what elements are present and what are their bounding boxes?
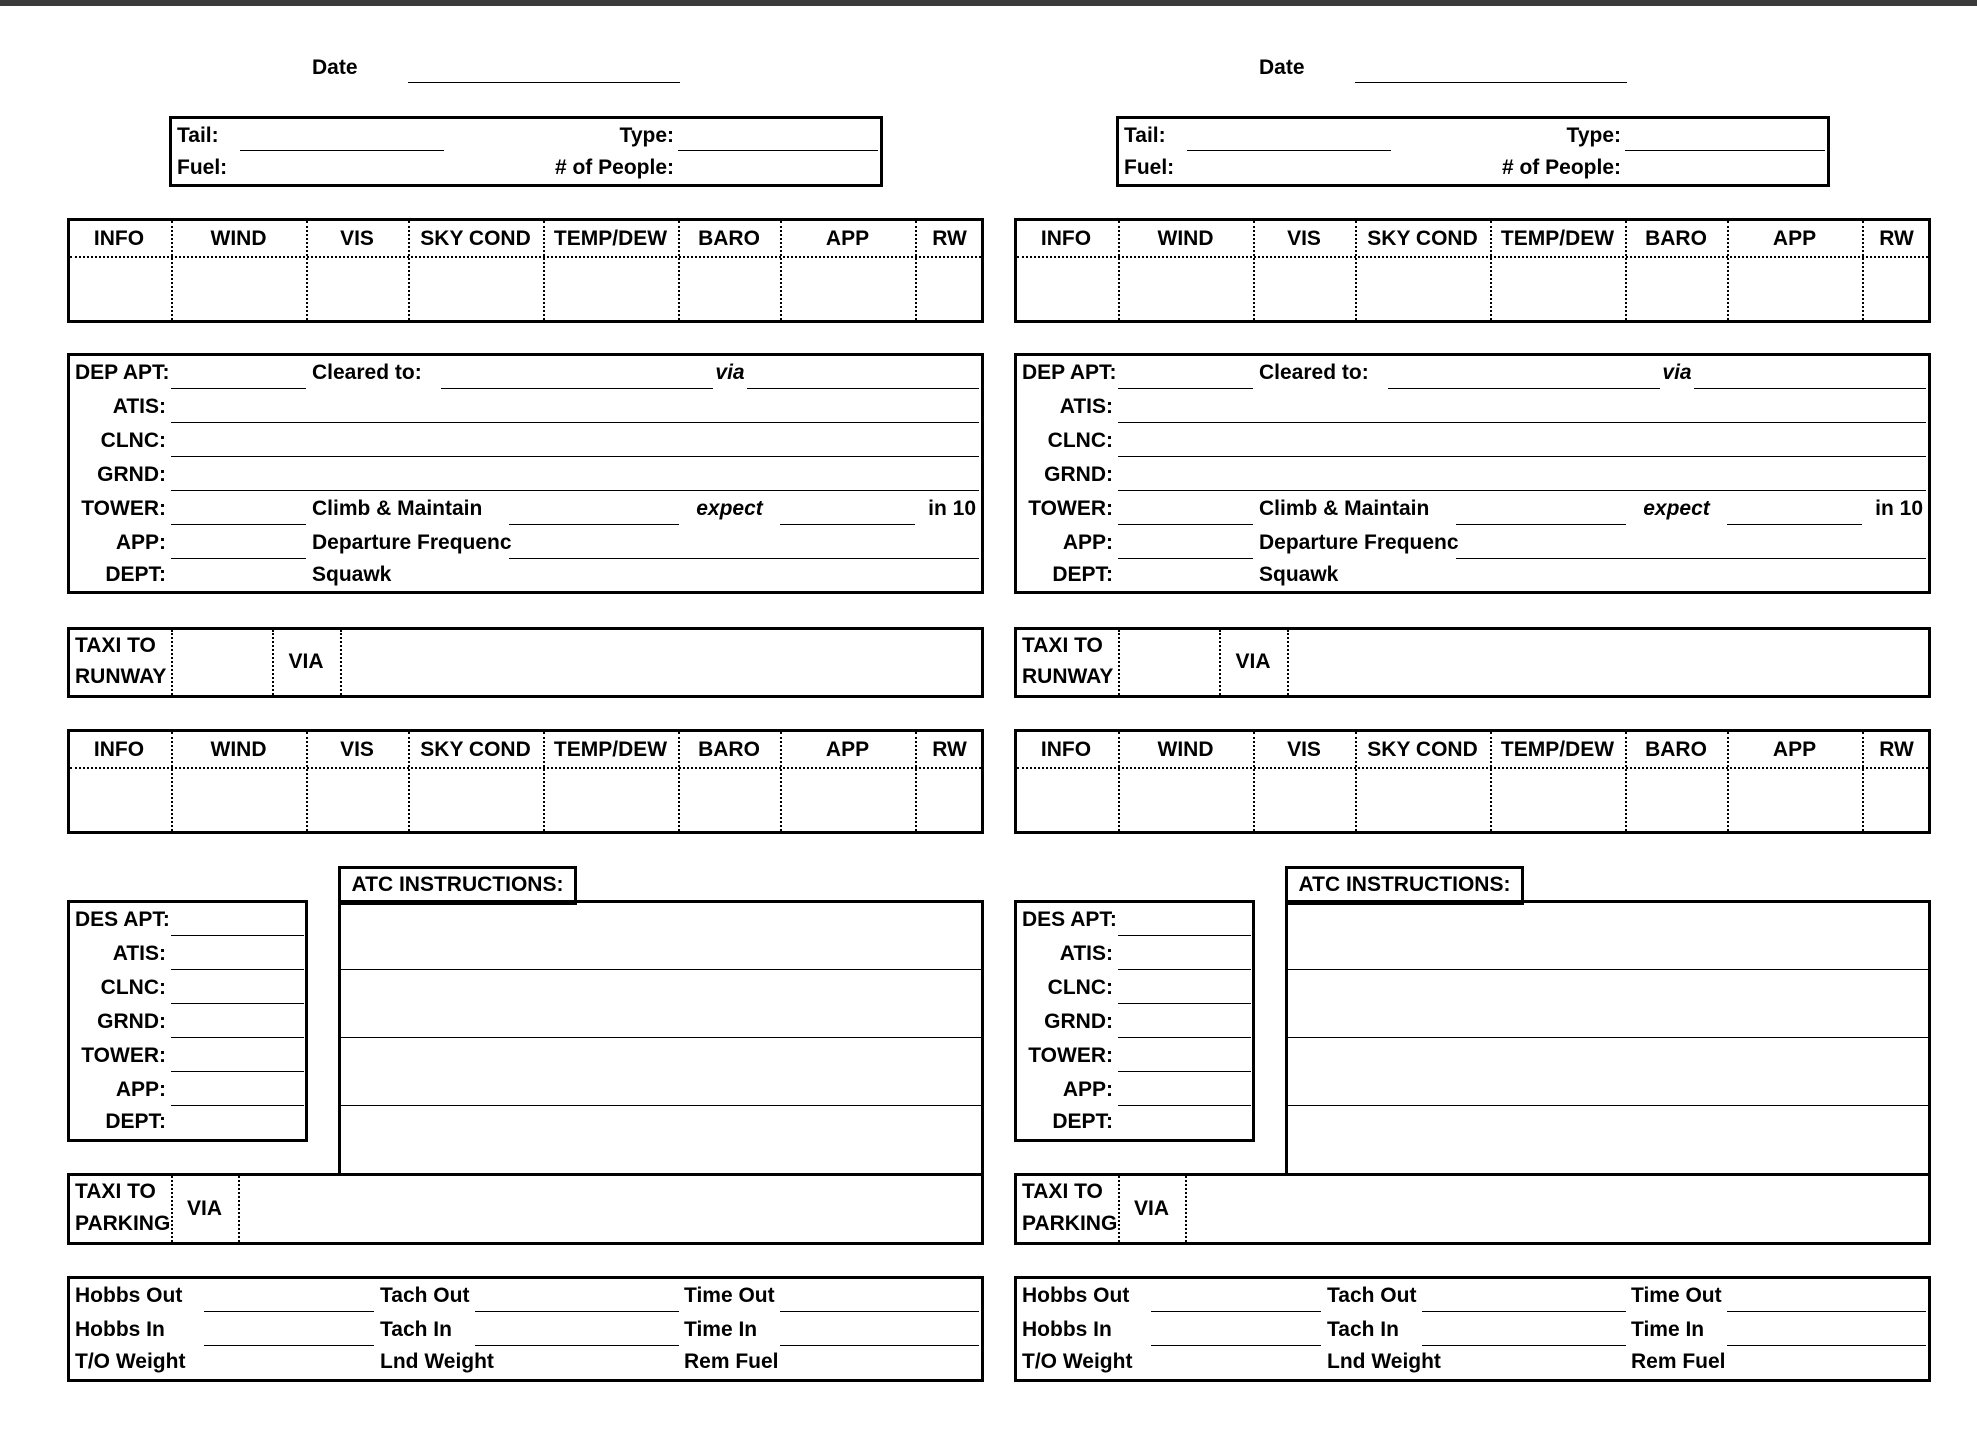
type-field[interactable]	[678, 150, 878, 151]
tach-in-field[interactable]	[475, 1345, 679, 1346]
hobbs-out-field[interactable]	[204, 1311, 374, 1312]
departure-frequency-label: Departure Frequenc	[1259, 531, 1459, 554]
tach-out-label: Tach Out	[1327, 1284, 1417, 1307]
expect-label: expect	[696, 497, 763, 520]
taxi-runway-via-field[interactable]	[343, 630, 981, 695]
weather-header: BARO	[1645, 738, 1707, 761]
clnc-label: CLNC:	[1047, 429, 1113, 452]
hobbs-in-field[interactable]	[204, 1345, 374, 1346]
weather-header: APP	[825, 227, 870, 250]
taxi-runway-line2: RUNWAY	[75, 665, 167, 688]
app-label: APP:	[1062, 531, 1113, 554]
weather-header: INFO	[1040, 227, 1092, 250]
des-grnd-label: GRND:	[97, 1010, 166, 1033]
weather-header: APP	[825, 738, 870, 761]
clnc-label: CLNC:	[100, 429, 166, 452]
clnc-field[interactable]	[1118, 456, 1926, 457]
des-atis-field[interactable]	[171, 969, 304, 970]
atc-instructions-label: ATC INSTRUCTIONS:	[1298, 873, 1511, 896]
grnd-label: GRND:	[97, 463, 166, 486]
climb-field[interactable]	[509, 524, 679, 525]
des-tower-label: TOWER:	[1028, 1044, 1113, 1067]
via-field[interactable]	[747, 388, 979, 389]
hobbs-out-label: Hobbs Out	[75, 1284, 183, 1307]
time-out-label: Time Out	[684, 1284, 775, 1307]
cleared-to-field[interactable]	[441, 388, 713, 389]
expect-label: expect	[1643, 497, 1710, 520]
date-label: Date	[312, 56, 358, 79]
atc-instructions-label: ATC INSTRUCTIONS:	[351, 873, 564, 896]
weather-header: WIND	[1157, 738, 1214, 761]
taxi-runway-line1: TAXI TO	[75, 634, 156, 657]
taxi-parking-line2: PARKING	[1022, 1212, 1118, 1235]
weather-header: SKY COND	[1367, 738, 1478, 761]
des-apt-label: DES APT:	[1022, 908, 1117, 931]
grnd-field[interactable]	[1118, 490, 1926, 491]
grnd-label: GRND:	[1044, 463, 1113, 486]
atis-label: ATIS:	[1059, 395, 1113, 418]
hobbs-in-field[interactable]	[1151, 1345, 1321, 1346]
weather-header: RW	[1879, 227, 1914, 250]
weather-header: TEMP/DEW	[553, 738, 668, 761]
weather-header: SKY COND	[1367, 227, 1478, 250]
weather-header: INFO	[93, 227, 145, 250]
time-out-field[interactable]	[1727, 1311, 1926, 1312]
kneeboard-sheet	[0, 0, 976, 1440]
time-in-field[interactable]	[1727, 1345, 1926, 1346]
tail-label: Tail:	[1124, 124, 1166, 147]
tower-field[interactable]	[171, 524, 306, 525]
taxi-parking-line1: TAXI TO	[1022, 1180, 1103, 1203]
squawk-label: Squawk	[312, 563, 392, 586]
tail-field[interactable]	[240, 150, 444, 151]
cleared-to-field[interactable]	[1388, 388, 1660, 389]
fuel-label: Fuel:	[177, 156, 228, 179]
des-grnd-label: GRND:	[1044, 1010, 1113, 1033]
atc-instructions-box[interactable]	[1285, 900, 1931, 1176]
weather-header: VIS	[1287, 738, 1321, 761]
des-clnc-label: CLNC:	[1047, 976, 1113, 999]
in10-label: in 10	[928, 497, 976, 520]
weather-header: SKY COND	[420, 738, 531, 761]
weather-header: VIS	[1287, 227, 1321, 250]
weather-header: WIND	[1157, 227, 1214, 250]
weather-header: INFO	[1040, 738, 1092, 761]
taxi-runway-field[interactable]	[1121, 630, 1217, 695]
dept-label: DEPT:	[1052, 563, 1113, 586]
hobbs-out-field[interactable]	[1151, 1311, 1321, 1312]
app-field[interactable]	[171, 558, 306, 559]
date-field[interactable]	[408, 82, 680, 83]
taxi-runway-via-label: VIA	[1235, 650, 1271, 673]
des-apt-field[interactable]	[1118, 935, 1251, 936]
des-app-label: APP:	[1062, 1078, 1113, 1101]
via-label: via	[715, 361, 745, 384]
time-in-label: Time In	[1631, 1318, 1705, 1341]
des-tower-field[interactable]	[1118, 1071, 1251, 1072]
des-clnc-field[interactable]	[171, 1003, 304, 1004]
hobbs-in-label: Hobbs In	[75, 1318, 165, 1341]
flight-log-box	[1014, 1276, 1931, 1382]
via-label: via	[1662, 361, 1692, 384]
dep-apt-label: DEP APT:	[75, 361, 170, 384]
taxi-parking-via-field[interactable]	[241, 1176, 981, 1242]
type-label: Type:	[1566, 124, 1621, 147]
dep-apt-field[interactable]	[171, 388, 306, 389]
app-label: APP:	[115, 531, 166, 554]
taxi-parking-line1: TAXI TO	[75, 1180, 156, 1203]
rem-fuel-label: Rem Fuel	[684, 1350, 779, 1373]
taxi-parking-via-label: VIA	[1133, 1197, 1169, 1220]
atc-instructions-box[interactable]	[338, 900, 984, 1176]
to-weight-label: T/O Weight	[1022, 1350, 1133, 1373]
kneeboard-sheet	[947, 0, 1923, 1440]
taxi-runway-via-label: VIA	[288, 650, 324, 673]
tower-label: TOWER:	[1028, 497, 1113, 520]
weather-header: TEMP/DEW	[1500, 227, 1615, 250]
des-app-field[interactable]	[171, 1105, 304, 1106]
tach-in-field[interactable]	[1422, 1345, 1626, 1346]
hobbs-out-label: Hobbs Out	[1022, 1284, 1130, 1307]
taxi-runway-line2: RUNWAY	[1022, 665, 1114, 688]
climb-label: Climb & Maintain	[312, 497, 483, 520]
taxi-parking-line2: PARKING	[75, 1212, 171, 1235]
des-app-field[interactable]	[1118, 1105, 1251, 1106]
in10-label: in 10	[1875, 497, 1923, 520]
taxi-parking-via-field[interactable]	[1188, 1176, 1928, 1242]
weather-header: TEMP/DEW	[553, 227, 668, 250]
weather-header: RW	[932, 738, 967, 761]
to-weight-label: T/O Weight	[75, 1350, 186, 1373]
fuel-label: Fuel:	[1124, 156, 1175, 179]
taxi-runway-line1: TAXI TO	[1022, 634, 1103, 657]
tail-label: Tail:	[177, 124, 219, 147]
squawk-label: Squawk	[1259, 563, 1339, 586]
des-apt-field[interactable]	[171, 935, 304, 936]
weather-header: BARO	[698, 227, 760, 250]
tower-label: TOWER:	[81, 497, 166, 520]
climb-label: Climb & Maintain	[1259, 497, 1430, 520]
time-out-label: Time Out	[1631, 1284, 1722, 1307]
atis-label: ATIS:	[112, 395, 166, 418]
date-label: Date	[1259, 56, 1305, 79]
type-field[interactable]	[1625, 150, 1825, 151]
tach-out-field[interactable]	[475, 1311, 679, 1312]
tach-out-field[interactable]	[1422, 1311, 1626, 1312]
des-atis-label: ATIS:	[1059, 942, 1113, 965]
tower-field[interactable]	[1118, 524, 1253, 525]
climb-field[interactable]	[1456, 524, 1626, 525]
des-app-label: APP:	[115, 1078, 166, 1101]
weather-header: BARO	[698, 738, 760, 761]
flight-log-box	[67, 1276, 984, 1382]
atis-field[interactable]	[1118, 422, 1926, 423]
tach-out-label: Tach Out	[380, 1284, 470, 1307]
des-dept-label: DEPT:	[105, 1110, 166, 1133]
hobbs-in-label: Hobbs In	[1022, 1318, 1112, 1341]
des-apt-label: DES APT:	[75, 908, 170, 931]
tach-in-label: Tach In	[380, 1318, 452, 1341]
people-label: # of People:	[1501, 156, 1621, 179]
type-label: Type:	[619, 124, 674, 147]
cleared-to-label: Cleared to:	[312, 361, 422, 384]
expect-field[interactable]	[1727, 524, 1862, 525]
rem-fuel-label: Rem Fuel	[1631, 1350, 1726, 1373]
date-field[interactable]	[1355, 82, 1627, 83]
des-dept-label: DEPT:	[1052, 1110, 1113, 1133]
weather-header: SKY COND	[420, 227, 531, 250]
lnd-weight-label: Lnd Weight	[380, 1350, 494, 1373]
weather-header: VIS	[340, 227, 374, 250]
weather-header: RW	[1879, 738, 1914, 761]
des-clnc-label: CLNC:	[100, 976, 166, 999]
time-in-label: Time In	[684, 1318, 758, 1341]
des-grnd-field[interactable]	[1118, 1037, 1251, 1038]
tach-in-label: Tach In	[1327, 1318, 1399, 1341]
weather-header: TEMP/DEW	[1500, 738, 1615, 761]
grnd-field[interactable]	[171, 490, 979, 491]
dept-label: DEPT:	[105, 563, 166, 586]
people-label: # of People:	[554, 156, 674, 179]
des-atis-field[interactable]	[1118, 969, 1251, 970]
lnd-weight-label: Lnd Weight	[1327, 1350, 1441, 1373]
des-tower-field[interactable]	[171, 1071, 304, 1072]
dep-apt-field[interactable]	[1118, 388, 1253, 389]
des-atis-label: ATIS:	[112, 942, 166, 965]
des-clnc-field[interactable]	[1118, 1003, 1251, 1004]
via-field[interactable]	[1694, 388, 1926, 389]
taxi-runway-field[interactable]	[174, 630, 270, 695]
des-tower-label: TOWER:	[81, 1044, 166, 1067]
expect-field[interactable]	[780, 524, 915, 525]
departure-frequency-field[interactable]	[509, 558, 979, 559]
weather-header: BARO	[1645, 227, 1707, 250]
app-field[interactable]	[1118, 558, 1253, 559]
weather-header: APP	[1772, 738, 1817, 761]
des-grnd-field[interactable]	[171, 1037, 304, 1038]
clnc-field[interactable]	[171, 456, 979, 457]
dep-apt-label: DEP APT:	[1022, 361, 1117, 384]
weather-header: INFO	[93, 738, 145, 761]
departure-frequency-label: Departure Frequenc	[312, 531, 512, 554]
taxi-runway-via-field[interactable]	[1290, 630, 1928, 695]
weather-header: APP	[1772, 227, 1817, 250]
weather-header: WIND	[210, 227, 267, 250]
weather-header: WIND	[210, 738, 267, 761]
weather-header: VIS	[340, 738, 374, 761]
tail-field[interactable]	[1187, 150, 1391, 151]
taxi-parking-via-label: VIA	[186, 1197, 222, 1220]
weather-header: RW	[932, 227, 967, 250]
atis-field[interactable]	[171, 422, 979, 423]
cleared-to-label: Cleared to:	[1259, 361, 1369, 384]
departure-frequency-field[interactable]	[1456, 558, 1926, 559]
